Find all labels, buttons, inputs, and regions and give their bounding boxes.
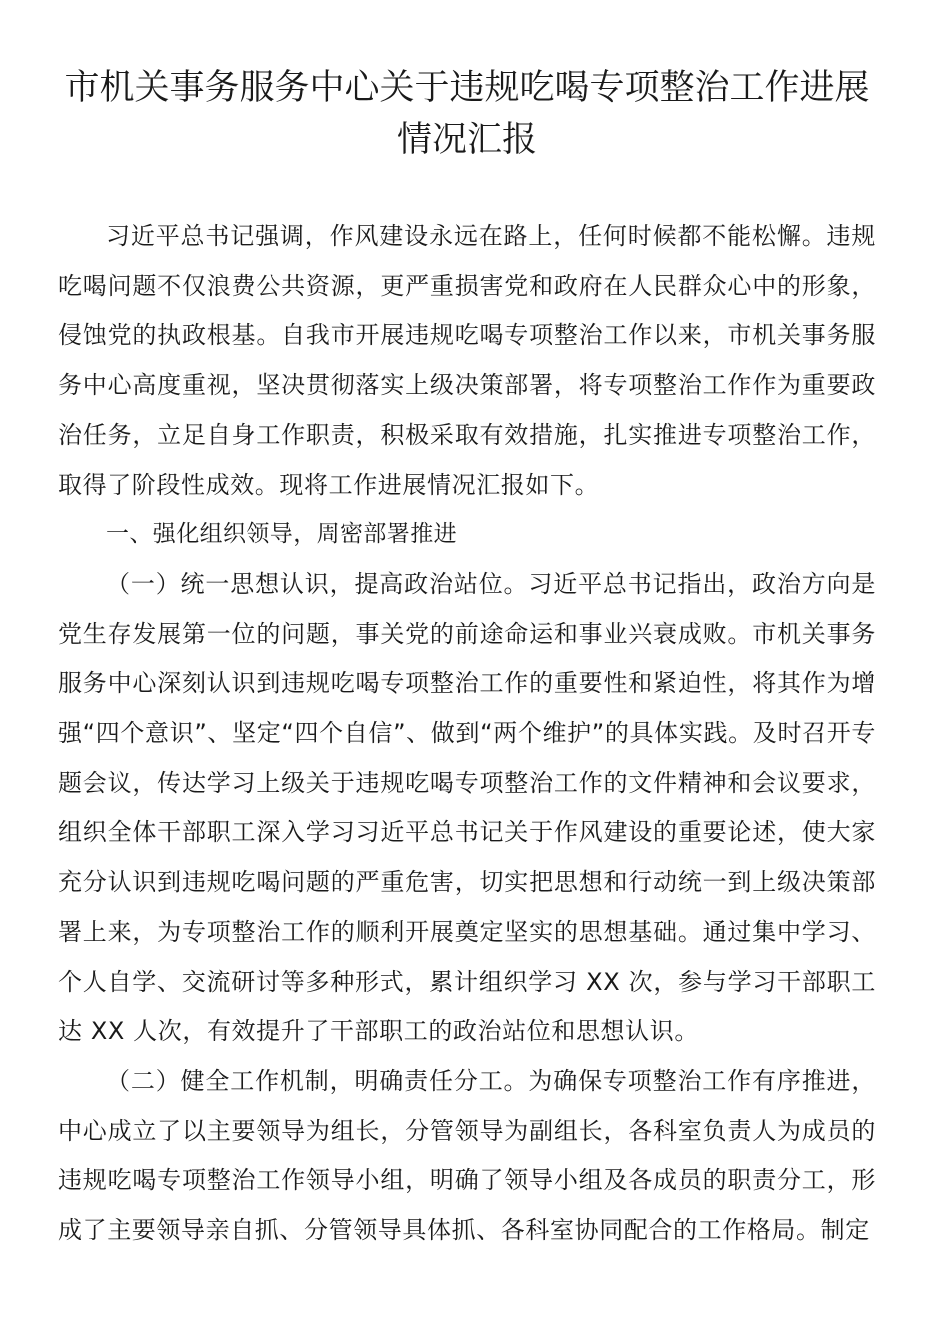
section-1-paragraph-2: （二）健全工作机制，明确责任分工。为确保专项整治工作有序推进，中心成立了以主要领导为组长，分管领导为副组长，各科室负责人为成员的违规吃喝专项整治工作领导小组，明确了领导小组及各成员的职责分工，形成了主要领导亲自抓、分管领导具体抓、各科室协同配合的工作格局。制定 xyxy=(58,1066,876,1245)
section-1-paragraph-1: （一）统一思想认识，提高政治站位。习近平总书记指出，政治方向是党生存发展第一位的问题，事关党的前途命运和事业兴衰成败。市机关事务服务中心深刻认识到违规吃喝专项整治工作的重要性和紧迫性，将其作为增强“四个意识”、坚定“四个自信”、做到“两个维护”的具体实践。及时召开专题会议，传达学习上级关于违规吃喝专项整治工作的文件精神和会议要求，组织全体干部职工深入学习习近平总书记关于作风建设的重要论述，使大家充分认识到违规吃喝问题的严重危害，切实把思想和行动统一到上级决策部署上来，为专项整治工作的顺利开展奠定坚实的思想基础。通过集中学习、个人自学、交流研讨等多种形式，累计组织学习 XX 次，参与学习干部职工达 XX 人次，有效提升了干部职工的政治站位和思想认识。 xyxy=(58,569,876,1046)
document-body xyxy=(58,212,876,1256)
document-title xyxy=(58,62,876,166)
section-1-heading: 一、强化组织领导，周密部署推进 xyxy=(106,521,457,548)
intro-paragraph: 习近平总书记强调，作风建设永远在路上，任何时候都不能松懈。违规吃喝问题不仅浪费公共资源，更严重损害党和政府在人民群众心中的形象，侵蚀党的执政根基。自我市开展违规吃喝专项整治工作以来，市机关事务服务中心高度重视，坚决贯彻落实上级决策部署，将专项整治工作作为重要政治任务，立足自身工作职责，积极采取有效措施，扎实推进专项整治工作，取得了阶段性成效。现将工作进展情况汇报如下。 xyxy=(58,222,876,499)
title-line-1: 市机关事务服务中心关于违规吃喝专项整治工作进展 xyxy=(64,68,870,108)
title-line-2: 情况汇报 xyxy=(396,120,537,160)
